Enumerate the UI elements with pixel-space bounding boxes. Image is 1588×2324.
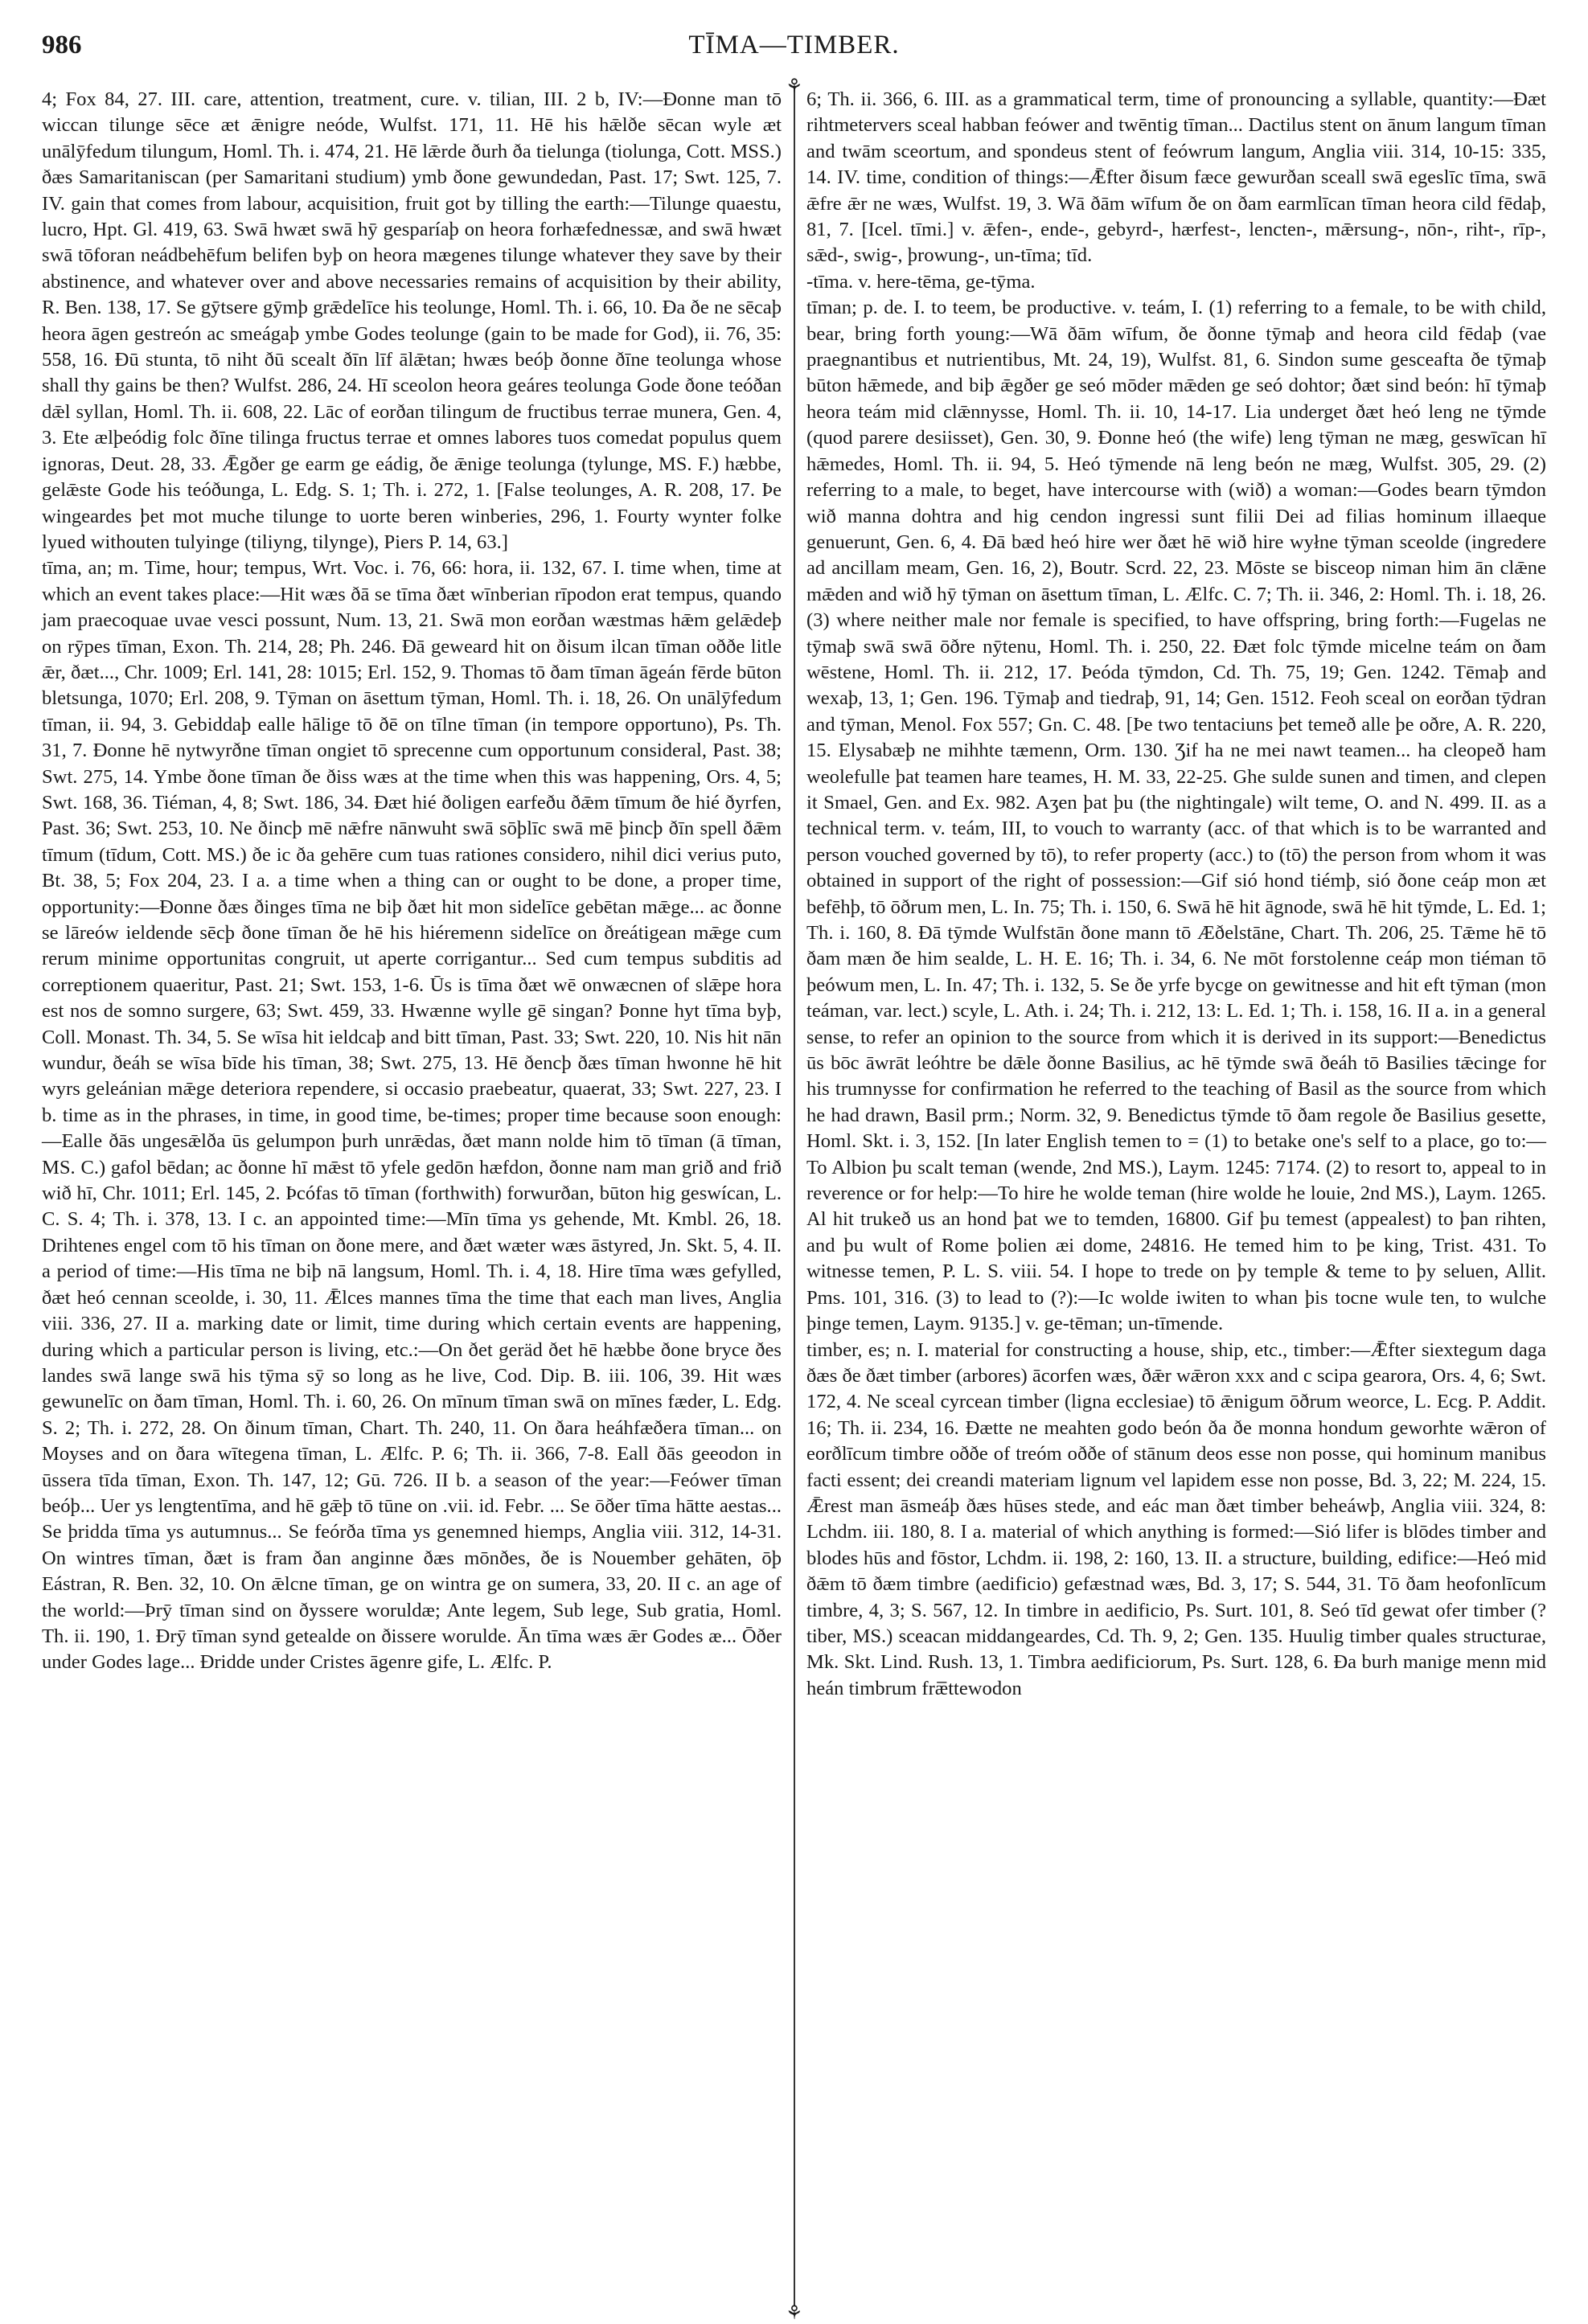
entry-suffix-tima: -tīma. v. here-tēma, ge-tȳma. <box>806 270 1036 293</box>
entry-timan: tīman; p. de. I. to teem, be productive. v. teám, I. (1) referring to a female, to be with child, bear, bring forth young:—Wā ðām wīfum, ðe ðonne tȳmaþ and heora cild fēdaþ (vae praegnantibus et nutrientibus, Mt. 24, 19), Wulfst. 81, 6. Sindon sume gesceafta ðe tȳmaþ būton hǣmede, and biþ ǣgðer ge seó mōder mǣden ge seó dohtor; ðæt sind beón: hī tȳmaþ heora teám mid clǣnnysse, Homl. Th. ii. 10, 14-17. Lia underget ðæt heó leng ne tȳmde (quod parere desiisset), Gen. 30, 9. Ðonne heó (the wife) leng tȳman ne mæg, geswīcan hī hǣmedes, Homl. Th. ii. 94, 5. Heó tȳmende nā leng beón ne mæg, Wulfst. 305, 29. (2) referring to a male, to beget, have intercourse with (wið) a woman:—Godes bearn tȳmdon wið manna dohtra and hig cendon ingressi sunt filii Dei ad filias hominum illaeque genuerunt, Gen. 6, 4. Ðā bæd heó hire wer ðæt hē wið hire wyłne tȳman sceolde (ingredere ad ancillam meam, Gen. 16, 2), Boutr. Scrd. 22, 23. Mōste se bisceop niman him ān clǣne mǣden and wið hȳ tȳman on āsettum tīman, L. Ælfc. C. 7; Th. ii. 346, 2: Homl. Th. i. 18, 26. (3) where neither male nor female is specified, to have offspring, bring forth:—Fugelas ne tȳmaþ swā swā ōðre nȳtenu, Homl. Th. i. 250, 22. Ðæt folc tȳmde micelne teám on ðam wēstene, Homl. Th. ii. 212, 17. Þeóda tȳmdon, Cd. Th. 75, 19; Gen. 1242. Tēmaþ and wexaþ, 13, 1; Gen. 196. Tȳmaþ and tiedraþ, 91, 14; Gen. 1512. Feoh sceal on eorðan tȳdran and tȳman, Menol. Fox 557; Gn. C. 48. [Þe two tentaciuns þet temeð alle þe oðre, A. R. 220, 15. Elysabæþ ne mihhte tæmenn, Orm. 130. Ʒif ha ne mei nawt teamen... ha cleopeð ham weolefulle þat teamen hare teames, H. M. 33, 22-25. Ghe sulde sunen and timen, and clepen it Smael, Gen. and Ex. 982. Aʒen þat þu (the nightingale) wilt teme, O. and N. 499. II. as a technical term. v. teám, III, to vouch to warranty (acc. of that which is to be warranted and person vouched governed by tō), to refer property (acc.) to (tō) the person from whom it was obtained in support of the right of possession:—Gif sió hond tiémþ, sió ðone ceáp mon æt befēhþ, tō ōðrum men, L. In. 75; Th. i. 150, 6. Swā hē hit āgnode, swā hē hit tȳmde, L. Ed. 1; Th. i. 160, 8. Ðā tȳmde Wulfstān ðone mann tō Æðelstāne, Chart. Th. 206, 25. Tǣme hē tō ðam mæn ðe him sealde, L. H. E. 16; Th. i. 34, 6. Ne mōt forstolenne ceáp mon tiéman tō þeówum men, L. In. 47; Th. i. 132, 5. Se ðe yrfe bycge on gewitnesse and hit eft tȳman (mon teáman, var. lect.) scyle, L. Ath. i. 24; Th. i. 212, 13: L. Ed. 1; Th. i. 158, 16. II a. in a general sense, to refer an opinion to the source from which it is derived in its support:—Benedictus ūs bōc āwrāt leóhtre be dǣle ðonne Basilius, ac hē tȳmde swā ðeáh tō Basilies tǣcinge for his trumnysse for confirmation he referred to the teaching of Basil as the source from which he had drawn, Basil prm.; Norm. 32, 9. Benedictus tȳmde tō ðam regole ðe Basilius gesette, Homl. Skt. i. 3, 152. [In later English temen to = (1) to betake one's self to a place, go to:—To Albion þu scalt teman (wende, 2nd MS.), Laym. 1245: 7174. (2) to resort to, appeal to in reverence or for help:—To hire he wolde teman (hire wolde he louie, 2nd MS.), Laym. 1265. Al hit trukeð us an hond þat we to temden, 16800. Gif þu temest (appealest) to þan rihten, and þu wult of Rome þolien æi dome, 24816. He temed him to þe king, Trist. 431. To witnesse temen, P. L. S. viii. 54. I hope to trede on þy temple & teme to þy seluen, Allit. Pms. 101, 316. (3) to lead to (?):—Ic wolde iwiten to whan þis tocne wule ten, to wulche þinge temen, Laym. 9135.] v. ge-tēman; un-tīmende. <box>806 297 1546 1335</box>
entry-tima-continued: 6; Th. ii. 366, 6. III. as a grammatical term, time of pronouncing a syllable, quantity:—Ðæt rihtmetervers sceal habban feówer and twēntig tīman... Dactilus stent on ānum langum tīman and twām sceortum, and spondeus stent of feówrum langum, Anglia viii. 314, 10-15: 335, 14. IV. time, condition of things:—Ǣfter ðisum fæce gewurðan sceall swā egeslīc tīma, swā ǣfre ǣr ne wæs, Wulfst. 19, 3. Wā ðām wīfum ðe on ðam earmlīcan tīman heora cild fēdaþ, 81, 7. [Icel. tīmi.] v. ǣfen-, ende-, gebyrd-, hærfest-, lencten-, mǣrsung-, nōn-, riht-, rīp-, sǣd-, swig-, þrowung-, un-tīma; tīd. <box>806 88 1546 267</box>
running-head <box>42 31 1546 69</box>
page-number: 986 <box>42 31 82 59</box>
left-column <box>42 87 782 1702</box>
running-title: TĪMA—TIMBER. <box>688 31 900 59</box>
column-rule <box>794 87 795 2306</box>
two-column-body <box>42 76 1546 2324</box>
ornament-bottom-icon: ⚘ <box>786 2303 803 2324</box>
right-column <box>806 87 1546 1702</box>
entry-tilung-continued: 4; Fox 84, 27. III. care, attention, treatment, cure. v. tilian, III. 2 b, IV:—Ðonne man tō wiccan tilunge sēce æt ǣnigre neóde, Wulfst. 171, 11. Hē his hǣlðe sēcan wyle æt unālȳfedum tilungum, Homl. Th. i. 474, 21. Hē lǣrde ðurh ða tielunga (tiolunga, Cott. MSS.) ðæs Samaritaniscan (per Samaritani studium) ymb ðone gewundedan, Past. 17; Swt. 125, 7. IV. gain that comes from labour, acquisition, fruit got by tilling the earth:—Tilunge quaestu, lucro, Hpt. Gl. 419, 63. Swā hwæt swā hȳ gesparíaþ on heora forhæfednessæ, and swā hwæt swā tōforan neádbehēfum belifen byþ on heora mægenes tilunge whatever they save by their abstinence, and whatever over and above necessaries remains of acquisition by their ability, R. Ben. 138, 17. Se gȳtsere gȳmþ grǣdelīce his teolunge, Homl. Th. i. 66, 10. Ða ðe ne sēcaþ heora āgen gestreón ac smeágaþ ymbe Godes teolunge (gain to be made for God), ii. 76, 35: 558, 16. Ðū stunta, tō niht ðū scealt ðīn līf ālǣtan; hwæs beóþ ðonne ðīne teolunga whose shall thy gains be then? Wulfst. 286, 24. Hī sceolon heora geáres teolunga Gode ðone teóðan dǣl syllan, Homl. Th. ii. 608, 22. Lāc of eorðan tilingum de fructibus terrae munera, Gen. 4, 3. Ete ælþeódig folc ðīne tilinga fructus terrae et omnes labores tuos comedat populus quem ignoras, Deut. 28, 33. Ǣgðer ge earm ge eádig, ðe ǣnige teolunga (tylunge, MS. F.) hæbbe, gelǣste Gode his teóðunga, L. Edg. S. 1; Th. i. 272, 1. [False teolunges, A. R. 208, 17. Þe wingeardes þet mot muche tilunge to uorte beren winberies, 296, 1. Fourty wynter folke lyued withouten tulyinge (tiliyng, tilynge), Piers P. 14, 63.] <box>42 88 782 553</box>
entry-timber: timber, es; n. I. material for constructing a house, ship, etc., timber:—Ǣfter siextegum daga ðæs ðe ðæt timber (arbores) ācorfen wæs, ðǣr wǣron xxx and c scipa gearora, Ors. 4, 6; Swt. 172, 4. Ne sceal cyrcean timber (ligna ecclesiae) tō ǣnigum ōðrum weorce, L. Ecg. P. Addit. 16; Th. ii. 234, 16. Ðætte ne meahten godo beón ða ðe monna hondum geworhte wǣron of eorðlīcum timbre oððe of treóm oððe of stānum deos esse non posse, qui hominum manibus facti essent; dei creandi materiam lignum vel lapidem esse non posse, Bd. 3, 22; M. 224, 15. Ǣrest man āsmeáþ ðæs hūses stede, and eác man ðæt timber beheáwþ, Anglia viii. 324, 8: Lchdm. iii. 180, 8. I a. material of which anything is formed:—Sió lifer is blōdes timber and blodes hūs and fōstor, Lchdm. ii. 198, 2: 160, 13. II. a structure, building, edifice:—Heó mid ðǣm tō ðæm timbre (aedificio) gefæstnad wæs, Bd. 3, 17; S. 544, 31. Tō ðam heofonlīcum timbre, 4, 3; S. 567, 12. In timbre in aedificio, Ps. Surt. 101, 8. Seó tīd gewat ofer timber (? tiber, MS.) sceacan middangeardes, Cd. Th. 9, 2; Gen. 135. Huulig timber quales structurae, Mk. Skt. Lind. Rush. 13, 1. Timbra aedificiorum, Ps. Surt. 128, 6. Ða burh manige menn mid heán timbrum fræ̅ttewodon <box>806 1338 1546 1699</box>
entry-tima: tīma, an; m. Time, hour; tempus, Wrt. Voc. i. 76, 66: hora, ii. 132, 67. I. time when, time at which an event takes place:—Hit wæs ðā se tīma ðæt wīnberian rīpodon erat tempus, quando jam praecoquae uvae vesci possunt, Num. 13, 21. Swā mon eorðan wæstmas hǣm gelǣdeþ on rȳpes tīman, Exon. Th. 214, 28; Ph. 246. Ðā geweard hit on ðisum ilcan tīman oððe litle ǣr, ðæt..., Chr. 1009; Erl. 141, 28: 1015; Erl. 152, 9. Thomas tō ðam tīman āgeán fērde būton bletsunga, 1070; Erl. 208, 9. Tȳman on āsettum tȳman, Homl. Th. i. 18, 26. On unālȳfedum tīman, ii. 94, 3. Gebiddaþ ealle hālige tō ðē on tīlne tīman (in tempore opportuno), Ps. Th. 31, 7. Ðonne hē nytwyrðne tīman ongiet tō sprecenne cum opportunum consideral, Past. 38; Swt. 275, 14. Ymbe ðone tīman ðe ðiss wæs at the time when this was happening, Ors. 4, 5; Swt. 168, 36. Tiéman, 4, 8; Swt. 186, 34. Ðæt hié ðoligen earfeðu ðǣm tīmum ðe hié ðyrfen, Past. 36; Swt. 253, 10. Ne ðincþ mē nǣfre nānwuht swā sōþlīc swā mē þincþ ðīn spell ðǣm tīmum (tīdum, Cott. MS.) ðe ic ða gehēre cum tuas rationes considero, nihil dici verius puto, Bt. 38, 5; Fox 204, 23. I a. a time when a thing can or ought to be done, a proper time, opportunity:—Ðonne ðæs ðinges tīma ne biþ ðæt hit mon sidelīce gebētan mǣge... ac ðonne se lāreów ieldende sēcþ ðone tīman ðe hē his hiéremenn sidelīce on ðreátigean mǣge cum rerum minime opportunitas congruit, ut aperte corrigantur... Sed cum tempus subditis ad correptionem quaeritur, Past. 21; Swt. 153, 1-6. Ūs is tīma ðæt wē onwæcnen of slǣpe hora est nos de somno surgere, 63; Swt. 459, 33. Hwænne wylle gē singan? Þonne hyt tīma byþ, Coll. Monast. Th. 34, 5. Se wīsa hit ieldcaþ and bitt tīman, Past. 33; Swt. 220, 10. Nis hit nān wundur, ðeáh se wīsa bīde his tīman, 38; Swt. 275, 13. Hē ðencþ ðæs tīman hwonne hē hit wyrs geleánian mǣge deteriora rependere, si occasio praebeatur, quaerat, 33; Swt. 227, 23. I b. time as in the phrases, in time, in good time, be-times; proper time because soon enough:—Ealle ðās ungesǣlða ūs gelumpon þurh unrǣdas, ðæt mann nolde him tō tīman (ā tīman, MS. C.) gafol bēdan; ac ðonne hī mǣst tō yfele gedōn hæfdon, ðonne nam man grið and frið wið hī, Chr. 1011; Erl. 145, 2. Þcófas tō tīman (forthwith) forwurðan, būton hig geswícan, L. C. S. 4; Th. i. 378, 13. I c. an appointed time:—Mīn tīma ys gehende, Mt. Kmbl. 26, 18. Drihtenes engel com tō his tīman on ðone mere, and ðæt wæter wæs āstyred, Jn. Skt. 5, 4. II. a period of time:—His tīma ne biþ nā langsum, Homl. Th. i. 4, 18. Hire tīma wæs gefylled, ðæt heó cennan sceolde, i. 30, 11. Ǣlces mannes tīma the time that each man lives, Anglia viii. 336, 27. II a. marking date or limit, time during which certain events are happening, during which a particular person is living, etc.:—On ðet geräd ðet hē hæbbe ðone bryce ðes landes swā lange swā his tȳma sȳ so long as he live, Cod. Dip. B. iii. 106, 39. Hit wæs gewunelīc on ðam tīman, Homl. Th. i. 60, 26. On mīnum tīman swā on mīnes fæder, L. Edg. S. 2; Th. i. 272, 28. On ðinum tīman, Chart. Th. 240, 11. On ðara heáhfæðera tīman... on Moyses and on ðara wītegena tīman, L. Ælfc. P. 6; Th. ii. 366, 7-8. Eall ðās geeodon in ūssera tīda tīman, Exon. Th. 147, 12; Gū. 726. II b. a season of the year:—Feówer tīman beóþ... Uer ys lengtentīma, and hē gǣþ tō tūne on .vii. id. Febr. ... Se ōðer tīma hātte aestas... Se þridda tīma ys autumnus... Se feórða tīma ys genemned hiemps, Anglia viii. 312, 14-31. On wintres tīman, ðæt is fram ðan anginne ðæs mōnðes, ðe is Nouember gehāten, ōþ Eástran, R. Ben. 32, 10. On ǣlcne tīman, ge on wintra ge on sumera, 33, 20. II c. an age of the world:—Þrȳ tīman sind on ðyssere woruldæ; Ante legem, Sub lege, Sub gratia, Homl. Th. ii. 190, 1. Ðrȳ tīman synd getealde on ðissere worulde. Ān tīma wæs ǣr Godes æ... Ōðer under Godes lage... Ðridde under Cristes āgenre gife, L. Ælfc. P. <box>42 557 782 1674</box>
ornament-top-icon: ⚘ <box>786 76 803 97</box>
